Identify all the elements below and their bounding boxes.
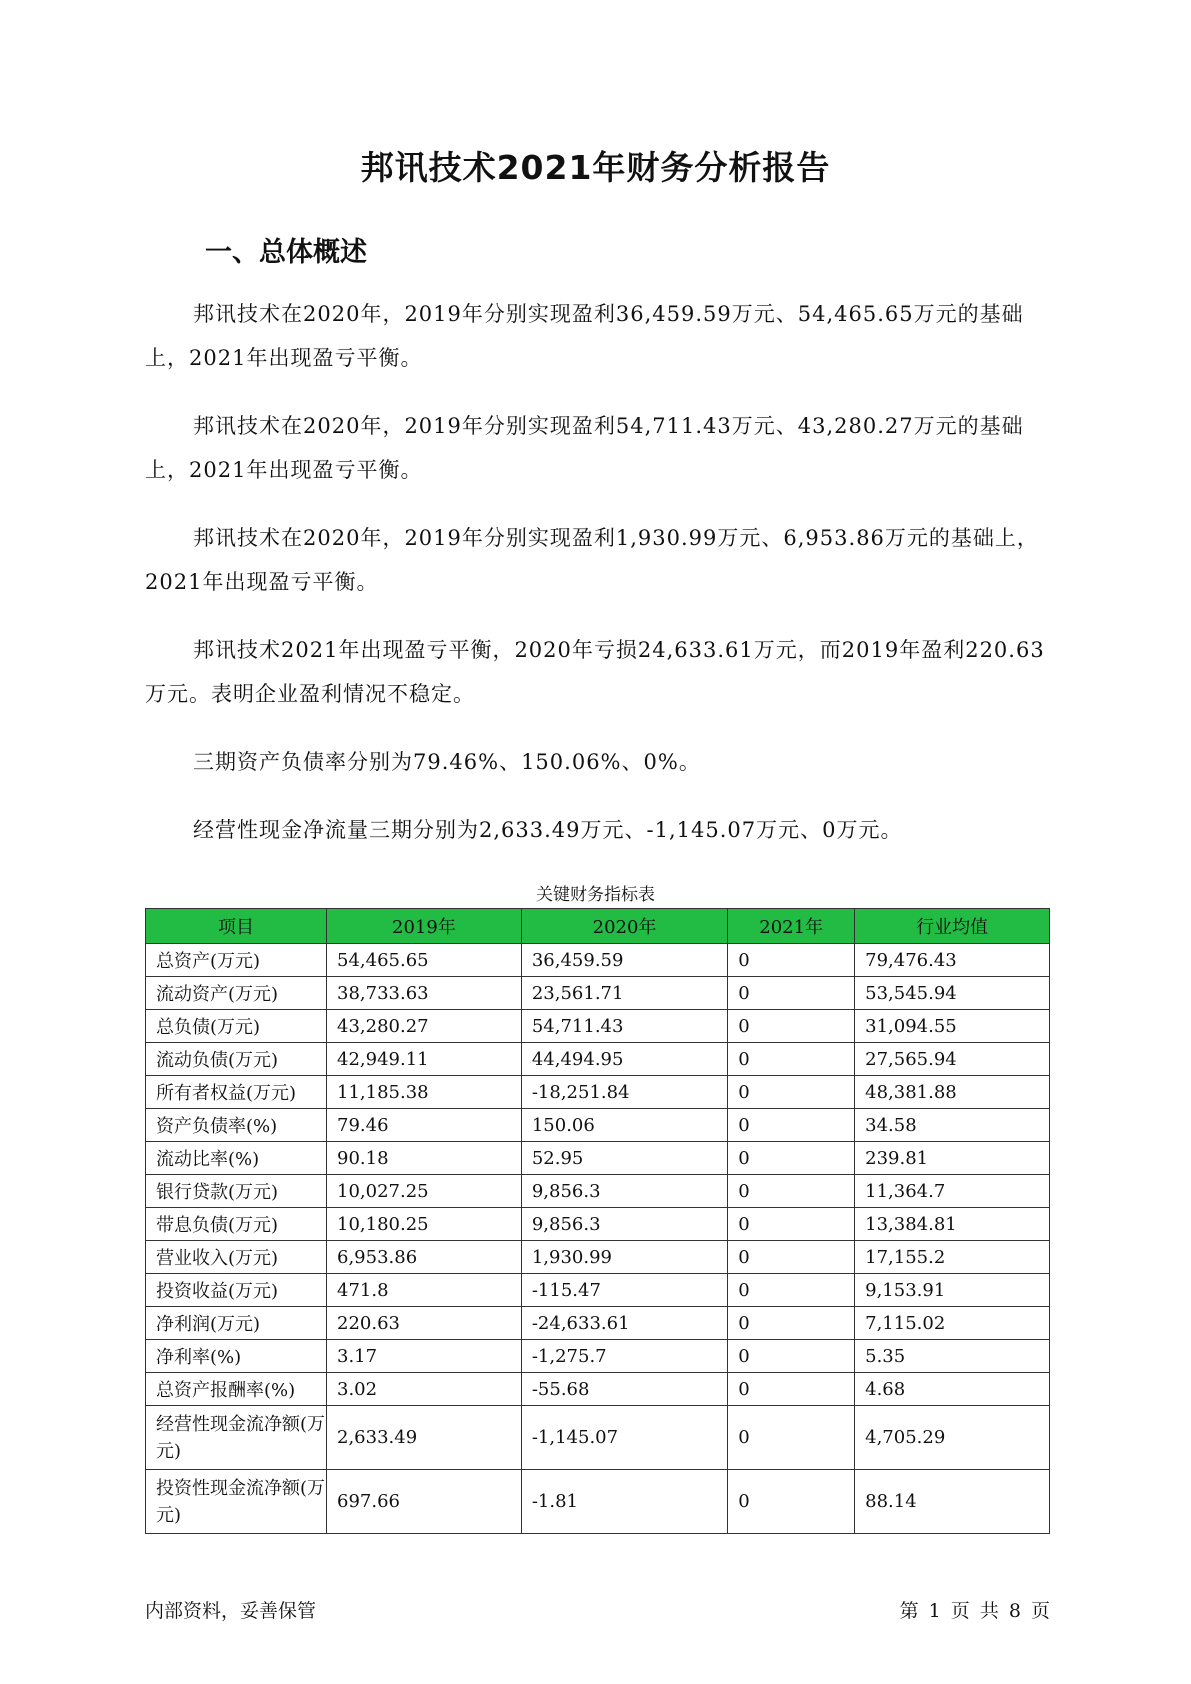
table-cell: 27,565.94 <box>855 1043 1050 1076</box>
table-cell: 239.81 <box>855 1142 1050 1175</box>
row-label: 总资产(万元) <box>146 944 327 977</box>
paragraph: 邦讯技术在2020年，2019年分别实现盈利54,711.43万元、43,280.27万元的基础上，2021年出现盈亏平衡。 <box>145 414 1024 482</box>
column-header: 行业均值 <box>855 909 1050 944</box>
table-cell: 0 <box>728 1109 855 1142</box>
table-cell: 36,459.59 <box>521 944 727 977</box>
table-row <box>146 1274 1050 1307</box>
table-row <box>146 1307 1050 1340</box>
table-cell: 31,094.55 <box>855 1010 1050 1043</box>
table-row <box>146 1406 1050 1470</box>
table-row <box>146 1208 1050 1241</box>
table-cell: -55.68 <box>521 1373 727 1406</box>
row-label: 总资产报酬率(%) <box>146 1373 327 1406</box>
table-cell: 0 <box>728 977 855 1010</box>
table-cell: 697.66 <box>327 1470 522 1534</box>
table-cell: 10,027.25 <box>327 1175 522 1208</box>
row-label: 带息负债(万元) <box>146 1208 327 1241</box>
table-cell: 42,949.11 <box>327 1043 522 1076</box>
table-cell: 4,705.29 <box>855 1406 1050 1470</box>
table-row <box>146 1175 1050 1208</box>
table-cell: -24,633.61 <box>521 1307 727 1340</box>
row-label: 资产负债率(%) <box>146 1109 327 1142</box>
paragraph: 邦讯技术在2020年，2019年分别实现盈利36,459.59万元、54,465.65万元的基础上，2021年出现盈亏平衡。 <box>145 302 1024 370</box>
paragraph: 经营性现金净流量三期分别为2,633.49万元、-1,145.07万元、0万元。 <box>193 818 903 842</box>
paragraph: 邦讯技术2021年出现盈亏平衡，2020年亏损24,633.61万元，而2019年盈利220.63万元。表明企业盈利情况不稳定。 <box>145 638 1045 706</box>
table-row <box>146 1109 1050 1142</box>
table-cell: 79,476.43 <box>855 944 1050 977</box>
table-cell: 34.58 <box>855 1109 1050 1142</box>
row-label: 银行贷款(万元) <box>146 1175 327 1208</box>
table-row <box>146 1373 1050 1406</box>
table-cell: 11,185.38 <box>327 1076 522 1109</box>
column-header: 项目 <box>146 909 327 944</box>
table-cell: 0 <box>728 1175 855 1208</box>
table-cell: 0 <box>728 1274 855 1307</box>
table-cell: 0 <box>728 1241 855 1274</box>
table-cell: 79.46 <box>327 1109 522 1142</box>
table-row <box>146 944 1050 977</box>
row-label: 投资收益(万元) <box>146 1274 327 1307</box>
table-cell: 0 <box>728 1406 855 1470</box>
table-cell: 44,494.95 <box>521 1043 727 1076</box>
table-cell: 43,280.27 <box>327 1010 522 1043</box>
table-cell: 5.35 <box>855 1340 1050 1373</box>
table-row <box>146 1241 1050 1274</box>
table-cell: 0 <box>728 1307 855 1340</box>
table-cell: 6,953.86 <box>327 1241 522 1274</box>
table-cell: 53,545.94 <box>855 977 1050 1010</box>
column-header: 2019年 <box>327 909 522 944</box>
table-cell: 90.18 <box>327 1142 522 1175</box>
table-cell: 0 <box>728 1043 855 1076</box>
table-cell: -1,275.7 <box>521 1340 727 1373</box>
row-label: 净利率(%) <box>146 1340 327 1373</box>
paragraph: 邦讯技术在2020年，2019年分别实现盈利1,930.99万元、6,953.86万元的基础上，2021年出现盈亏平衡。 <box>145 526 1039 594</box>
table-cell: 10,180.25 <box>327 1208 522 1241</box>
table-row <box>146 977 1050 1010</box>
table-cell: -1,145.07 <box>521 1406 727 1470</box>
table-header-row <box>146 909 1050 944</box>
row-label: 所有者权益(万元) <box>146 1076 327 1109</box>
table-row <box>146 1340 1050 1373</box>
row-label: 营业收入(万元) <box>146 1241 327 1274</box>
footer-note: 内部资料，妥善保管 <box>145 1600 317 1622</box>
table-cell: 13,384.81 <box>855 1208 1050 1241</box>
table-cell: 52.95 <box>521 1142 727 1175</box>
row-label: 流动资产(万元) <box>146 977 327 1010</box>
table-cell: 23,561.71 <box>521 977 727 1010</box>
table-cell: 0 <box>728 1470 855 1534</box>
table-cell: 88.14 <box>855 1470 1050 1534</box>
table-row <box>146 1142 1050 1175</box>
table-cell: 54,711.43 <box>521 1010 727 1043</box>
table-cell: 0 <box>728 1208 855 1241</box>
row-label: 流动比率(%) <box>146 1142 327 1175</box>
table-cell: -115.47 <box>521 1274 727 1307</box>
table-cell: 3.17 <box>327 1340 522 1373</box>
table-row <box>146 1010 1050 1043</box>
section-heading: 一、总体概述 <box>205 237 367 268</box>
table-cell: 0 <box>728 944 855 977</box>
table-row <box>146 1043 1050 1076</box>
table-cell: 0 <box>728 1340 855 1373</box>
table-cell: 471.8 <box>327 1274 522 1307</box>
table-cell: 4.68 <box>855 1373 1050 1406</box>
table-cell: 0 <box>728 1076 855 1109</box>
table-cell: 0 <box>728 1373 855 1406</box>
table-cell: 9,153.91 <box>855 1274 1050 1307</box>
table-body <box>146 944 1050 1534</box>
table-cell: 1,930.99 <box>521 1241 727 1274</box>
table-cell: 11,364.7 <box>855 1175 1050 1208</box>
table-cell: 7,115.02 <box>855 1307 1050 1340</box>
table-caption: 关键财务指标表 <box>536 885 655 905</box>
financial-indicators-table <box>145 908 1050 1534</box>
table-cell: 9,856.3 <box>521 1208 727 1241</box>
paragraph: 三期资产负债率分别为79.46%、150.06%、0%。 <box>193 750 701 774</box>
table-cell: 2,633.49 <box>327 1406 522 1470</box>
table-cell: 54,465.65 <box>327 944 522 977</box>
table-row <box>146 1470 1050 1534</box>
column-header: 2021年 <box>728 909 855 944</box>
table-cell: 9,856.3 <box>521 1175 727 1208</box>
column-header: 2020年 <box>521 909 727 944</box>
row-label: 总负债(万元) <box>146 1010 327 1043</box>
table-row <box>146 1076 1050 1109</box>
table-cell: 48,381.88 <box>855 1076 1050 1109</box>
row-label: 经营性现金流净额(万元) <box>146 1406 327 1470</box>
table-cell: 3.02 <box>327 1373 522 1406</box>
table-cell: 220.63 <box>327 1307 522 1340</box>
table-cell: 0 <box>728 1142 855 1175</box>
row-label: 流动负债(万元) <box>146 1043 327 1076</box>
table-cell: 150.06 <box>521 1109 727 1142</box>
table-cell: -18,251.84 <box>521 1076 727 1109</box>
table-cell: 0 <box>728 1010 855 1043</box>
table-cell: 38,733.63 <box>327 977 522 1010</box>
page-number: 第 1 页 共 8 页 <box>899 1600 1050 1622</box>
row-label: 投资性现金流净额(万元) <box>146 1470 327 1534</box>
table-cell: -1.81 <box>521 1470 727 1534</box>
table-cell: 17,155.2 <box>855 1241 1050 1274</box>
report-title: 邦讯技术2021年财务分析报告 <box>360 148 831 187</box>
row-label: 净利润(万元) <box>146 1307 327 1340</box>
